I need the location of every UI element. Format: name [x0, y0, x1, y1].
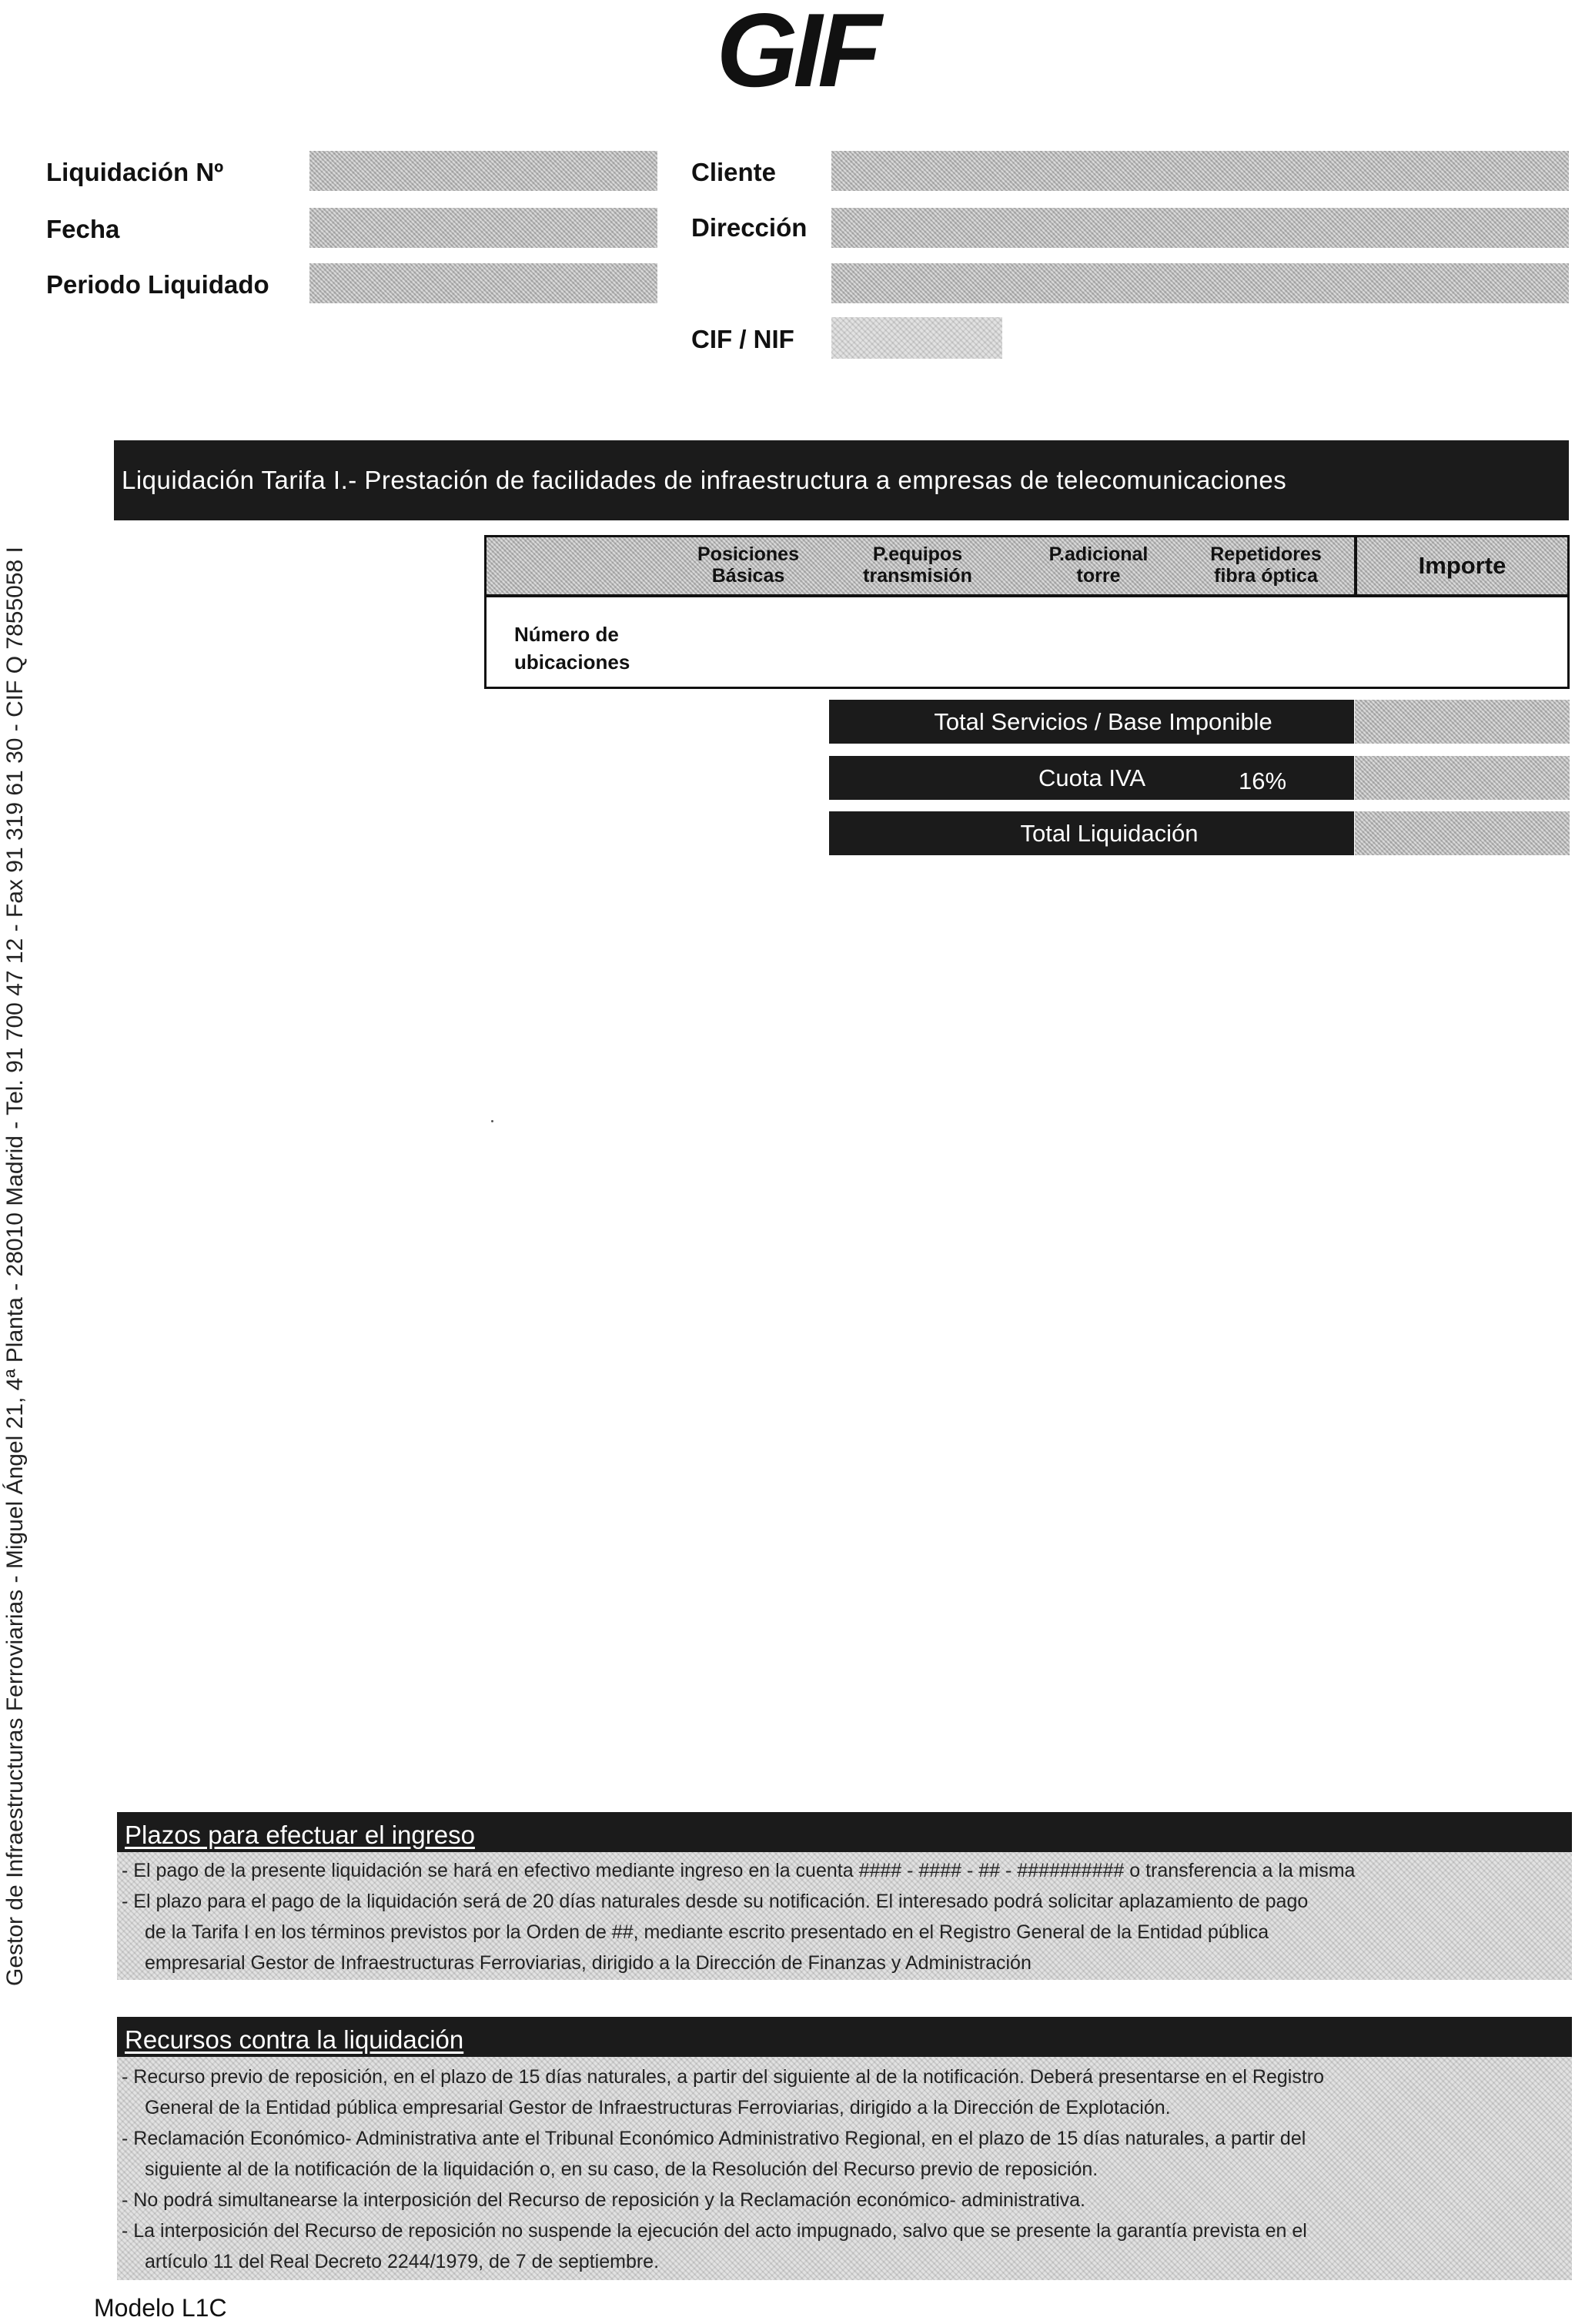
col-importe: Importe — [1418, 552, 1506, 579]
plazos-body — [117, 1852, 1572, 1980]
recursos-title: Recursos contra la liquidación — [125, 2025, 464, 2054]
total-base-label: Total Servicios / Base Imponible — [829, 700, 1354, 744]
recursos-header — [117, 2017, 1572, 2057]
total-base-value[interactable] — [1355, 700, 1570, 744]
modelo-footer: Modelo L1C — [94, 2294, 227, 2322]
cuota-iva-bar — [829, 756, 1354, 800]
plazos-header — [117, 1812, 1572, 1852]
total-liquidacion-label: Total Liquidación — [829, 811, 1354, 855]
table-header — [487, 537, 1567, 597]
stray-dot — [491, 1120, 493, 1122]
cif-label: CIF / NIF — [691, 325, 794, 353]
fecha-label: Fecha — [46, 215, 120, 243]
total-liquidacion-value[interactable] — [1355, 811, 1570, 855]
cuota-iva-label: Cuota IVA — [1038, 764, 1146, 791]
recursos-body — [117, 2057, 1572, 2280]
tarifa-title-text: Liquidación Tarifa I.- Prestación de facilidades de infraestructura a empresas de telecomunicaciones — [122, 466, 1287, 494]
cliente-label: Cliente — [691, 158, 777, 186]
row-numero-ubicaciones: Número de ubicaciones — [514, 623, 630, 674]
liquidacion-label: Liquidación Nº — [46, 158, 224, 186]
col-posiciones-basicas: Posiciones Básicas — [697, 543, 799, 587]
liquidacion-number-field[interactable] — [309, 151, 657, 191]
plazos-bullet-1: - El pago de la presente liquidación se hará en efectivo mediante ingreso en la cuenta #### - #### - ## - ########## o transferencia a la misma — [122, 1860, 1356, 1881]
cuota-iva-value[interactable] — [1355, 756, 1570, 800]
direccion-label: Dirección — [691, 213, 808, 242]
fecha-field[interactable] — [309, 208, 657, 248]
cliente-field[interactable] — [831, 151, 1569, 191]
recursos-bullet-3: - No podrá simultanearse la interposición del Recurso de reposición y la Reclamación económico- administrativa. — [122, 2189, 1085, 2211]
col-repetidores-fibra: Repetidores fibra óptica — [1210, 543, 1322, 587]
recursos-bullet-2: - Reclamación Económico- Administrativa ante el Tribunal Económico Administrativo Regional, en el plazo de 15 días naturales, a partir del siguiente al de la notificación de la liquidación o, en su caso, de la Resolución del Recurso previo de reposición. — [122, 2128, 1306, 2180]
plazos-title: Plazos para efectuar el ingreso — [125, 1821, 475, 1849]
recursos-bullet-1: - Recurso previo de reposición, en el plazo de 15 días naturales, a partir del siguiente al de la notificación. Deberá presentarse en el Registro General de la Entidad pública empresarial Gestor de Infraestructuras Ferroviarias, dirigido a la Dirección de Explotación. — [122, 2066, 1325, 2118]
plazos-bullet-2: - El plazo para el pago de la liquidación será de 20 días naturales desde su notificación. El interesado podrá solicitar aplazamiento de pago de la Tarifa I en los términos previstos por la Orden de ##, mediante escrito presentado en el Registro General de la Entidad pública empresarial Gestor de Infraestructuras Ferroviarias, dirigido a la Dirección de Finanzas y Administración — [122, 1891, 1309, 1974]
direccion-field-line2[interactable] — [831, 263, 1569, 303]
gif-logo: GIF — [716, 0, 878, 109]
periodo-field[interactable] — [309, 263, 657, 303]
cif-field[interactable] — [831, 317, 1002, 359]
recursos-bullet-4: - La interposición del Recurso de reposición no suspende la ejecución del acto impugnado, salvo que se presente la garantía prevista en el artículo 11 del Real Decreto 2244/1979, de 7 de septiembre. — [122, 2220, 1307, 2272]
iva-rate: 16% — [1239, 767, 1287, 794]
col-adicional-torre: P.adicional torre — [1048, 543, 1149, 587]
col-equipos-transmision: P.equipos transmisión — [863, 543, 972, 587]
ubicaciones-table — [484, 535, 1570, 689]
periodo-label: Periodo Liquidado — [46, 270, 269, 299]
company-sidebar-text: Gestor de Infraestructuras Ferroviarias - Miguel Ángel 21, 4ª Planta - 28010 Madrid - Tel. 91 700 47 12 - Fax 91 319 61 30 - CIF Q 7855058 I — [2, 547, 28, 1986]
direccion-field[interactable] — [831, 208, 1569, 248]
tarifa-title-bar — [114, 440, 1569, 520]
